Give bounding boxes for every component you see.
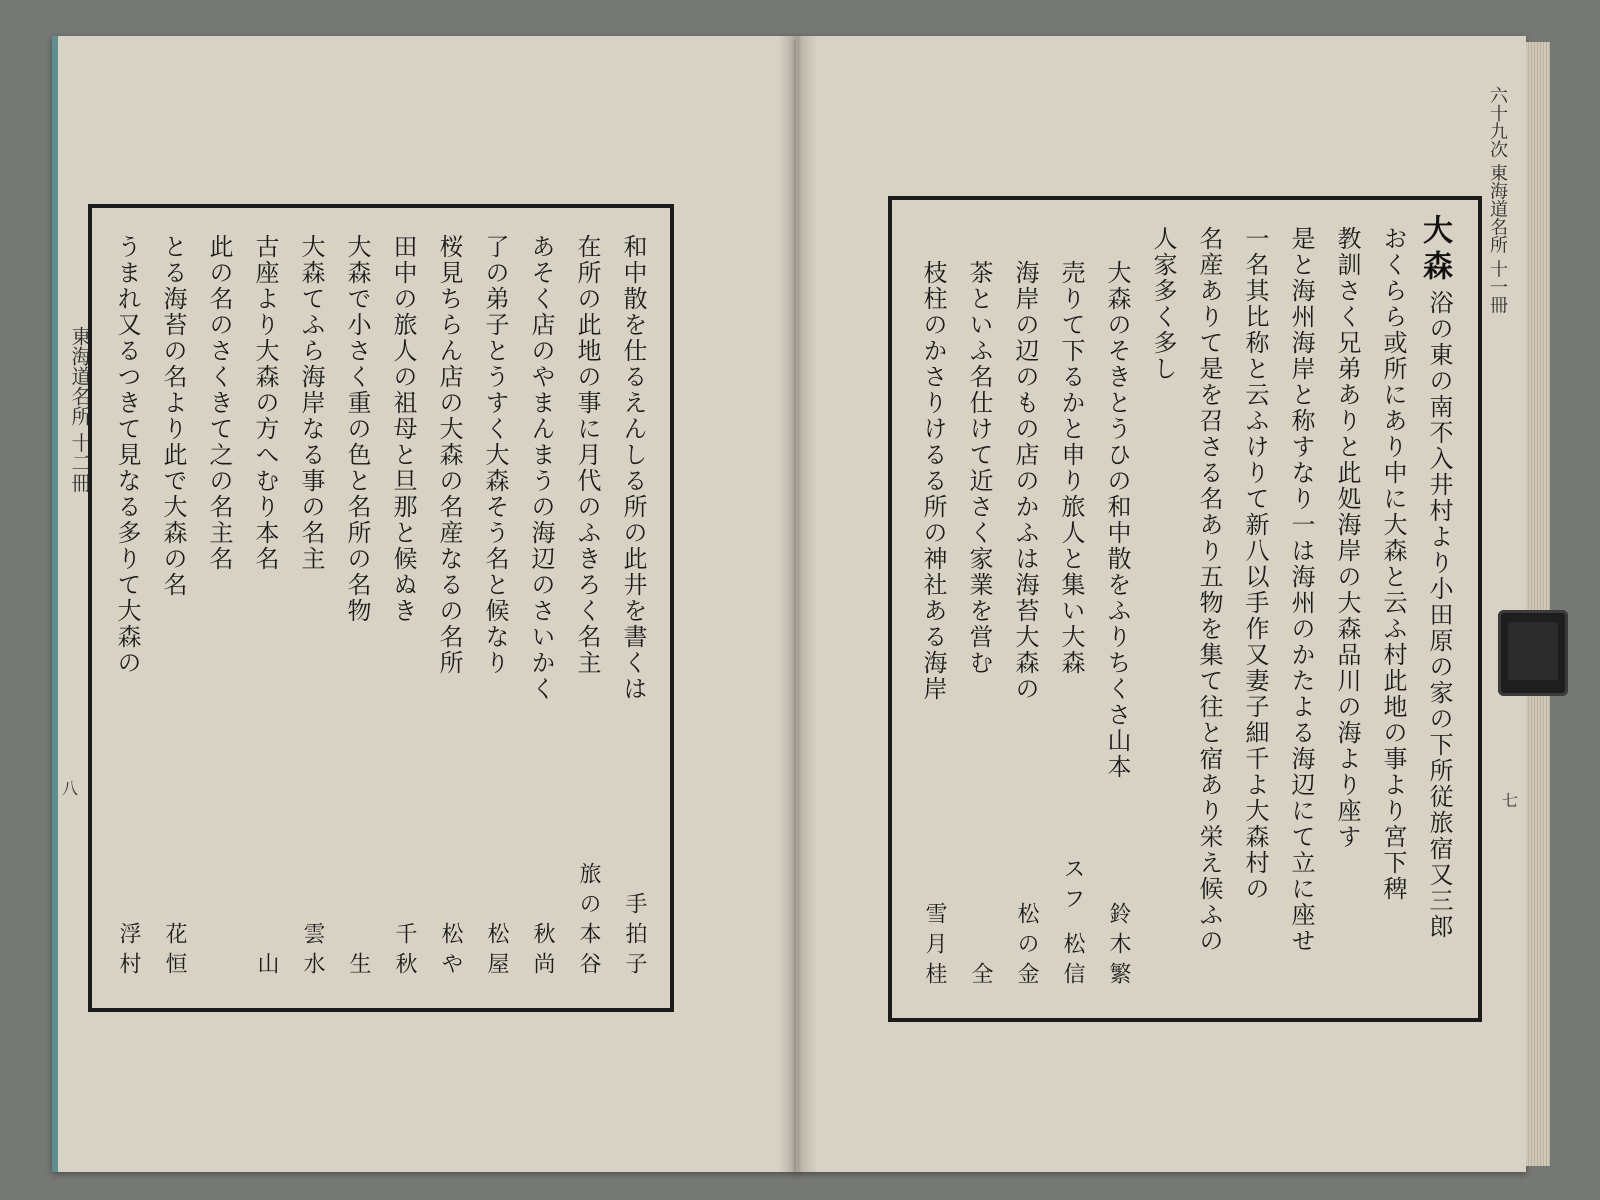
left-author-4: 松屋 (484, 922, 509, 982)
right-column-7: 人家多く多し (1149, 226, 1177, 382)
left-column-8: 大森てふら海岸なる事の名主 (297, 234, 325, 572)
right-author-1: 鈴木繁 (1106, 902, 1131, 992)
right-author-4: 全 (968, 962, 993, 992)
left-author-1: 手拍子 (622, 892, 647, 982)
right-column-1: 浴の東の南不入井村より小田原の家の下所従旅宿又三郎 (1425, 290, 1453, 940)
left-column-10: 此の名のさくきて之の名主名 (205, 234, 233, 572)
left-column-9: 古座より大森の方へむり本名 (251, 234, 279, 572)
page-edges (1526, 42, 1550, 1166)
left-author-11: 浮村 (116, 922, 141, 982)
left-column-5: 桜見ちらん店の大森の名産なるの名所 (435, 234, 463, 676)
left-column-6: 田中の旅人の祖母と旦那と候ぬき (389, 234, 417, 624)
right-column-11: 茶といふ名仕けて近さく家業を営む (965, 260, 993, 676)
binder-clip (1498, 610, 1568, 696)
left-column-3: あそく店のやまんまうの海辺のさいかく (527, 234, 555, 702)
left-author-9: 山 (254, 952, 279, 982)
left-author-5: 松や (438, 922, 463, 982)
left-column-2: 在所の此地の事に月代のふきろく名主 (573, 234, 601, 676)
right-column-4: 是と海州海岸と称すなり一は海州のかたよる海辺にて立に座せ (1287, 226, 1315, 954)
open-book (52, 36, 1552, 1172)
page-title: 大森 (1417, 214, 1452, 286)
left-author-6: 千秋 (392, 922, 417, 982)
left-column-12: うまれ又るつきて見なる多りて大森の (113, 234, 141, 676)
left-column-1: 和中散を仕るえんしる所の此井を書くは (619, 234, 647, 702)
right-margin-note: 六十九次 東海道名所 十一冊 (1487, 86, 1508, 314)
right-text-frame (888, 196, 1482, 1022)
right-column-5: 一名其比称と云ふけりて新八以手作又妻子細千よ大森村の (1241, 226, 1269, 902)
left-author-8: 雲水 (300, 922, 325, 982)
left-author-10: 花恒 (162, 922, 187, 982)
binder-clip-inner (1508, 622, 1558, 680)
left-folio: 八 (62, 779, 79, 798)
left-author-3: 秋尚 (530, 922, 555, 982)
left-column-11: とる海苔の名より此で大森の名 (159, 234, 187, 598)
right-author-2: スフ 松信 (1060, 857, 1085, 992)
right-column-10: 海岸の辺のもの店のかふは海苔大森の (1011, 260, 1039, 702)
left-column-7: 大森で小さく重の色と名所の名物 (343, 234, 371, 624)
right-column-6: 名産ありて是を召さる名あり五物を集て往と宿あり栄え候ふの (1195, 226, 1223, 954)
left-page (52, 36, 798, 1172)
left-author-7: 生 (346, 952, 371, 982)
right-column-8: 大森のそきとうひの和中散をふりちくさ山本 (1103, 260, 1131, 780)
right-author-3: 松の金 (1014, 902, 1039, 992)
right-column-9: 売りて下るかと申り旅人と集い大森 (1057, 260, 1085, 676)
left-column-4: 了の弟子とうすく大森そう名と候なり (481, 234, 509, 676)
right-page (796, 36, 1526, 1172)
right-column-3: 教訓さく兄弟ありと此処海岸の大森品川の海より座す (1333, 226, 1361, 850)
book-spine (778, 36, 818, 1172)
right-author-5: 雪月桂 (922, 902, 947, 992)
left-margin-note: 東海道名所 十二冊 (68, 326, 92, 493)
right-column-2: おくらら或所にあり中に大森と云ふ村此地の事より宮下稗 (1379, 226, 1407, 902)
left-author-2: 旅の本谷 (576, 862, 601, 982)
left-text-frame (88, 204, 674, 1012)
right-folio: 七 (1502, 791, 1519, 810)
right-column-12: 枝柱のかさりけるる所の神社ある海岸 (919, 260, 947, 702)
